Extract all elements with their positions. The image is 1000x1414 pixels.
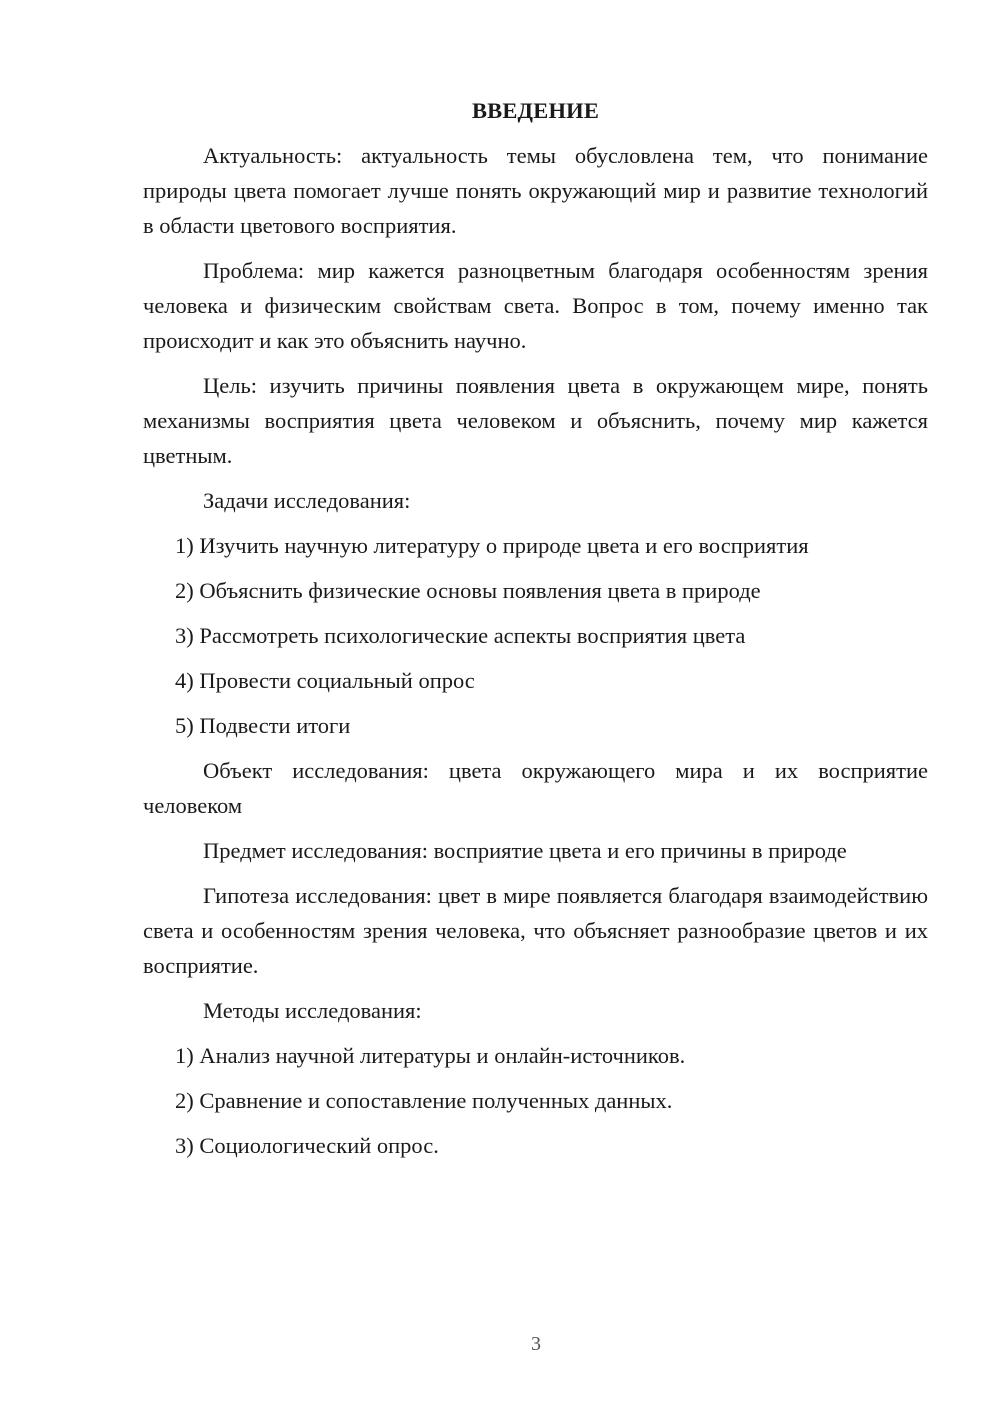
hypothesis-paragraph: Гипотеза исследования: цвет в мире появляется благодаря взаимодействию света и особенностям зрения человека, что объясняет разнообразие цветов и их восприятие. [143,883,928,978]
list-item: 5) Подвести итоги [175,713,351,738]
page-content [143,96,928,1173]
problem-paragraph: Проблема: мир кажется разноцветным благодаря особенностям зрения человека и физическим свойствам света. Вопрос в том, почему именно так происходит и как это объяснить научно. [143,258,928,353]
list-item: 4) Провести социальный опрос [175,668,475,693]
methods-label: Методы исследования: [203,998,422,1023]
subject-paragraph: Предмет исследования: восприятие цвета и его причины в природе [203,838,847,863]
relevance-paragraph: Актуальность: актуальность темы обусловлена тем, что понимание природы цвета помогает лучше понять окружающий мир и развитие технологий в области цветового восприятия. [143,143,928,238]
list-item: 3) Рассмотреть психологические аспекты восприятия цвета [175,623,746,648]
list-item: 1) Изучить научную литературу о природе цвета и его восприятия [175,533,809,558]
page-number: 3 [531,1333,541,1355]
goal-paragraph: Цель: изучить причины появления цвета в окружающем мире, понять механизмы восприятия цвета человеком и объяснить, почему мир кажется цветным. [143,373,928,468]
list-item: 2) Объяснить физические основы появления цвета в природе [175,578,761,603]
list-item: 2) Сравнение и сопоставление полученных данных. [175,1088,673,1113]
list-item: 1) Анализ научной литературы и онлайн-источников. [175,1043,686,1068]
object-paragraph: Объект исследования: цвета окружающего мира и их восприятие человеком [143,758,928,818]
page-title: ВВЕДЕНИЕ [471,98,600,123]
tasks-list [143,528,928,743]
list-item: 3) Социологический опрос. [175,1133,439,1158]
tasks-label: Задачи исследования: [203,488,411,513]
methods-list [143,1038,928,1163]
